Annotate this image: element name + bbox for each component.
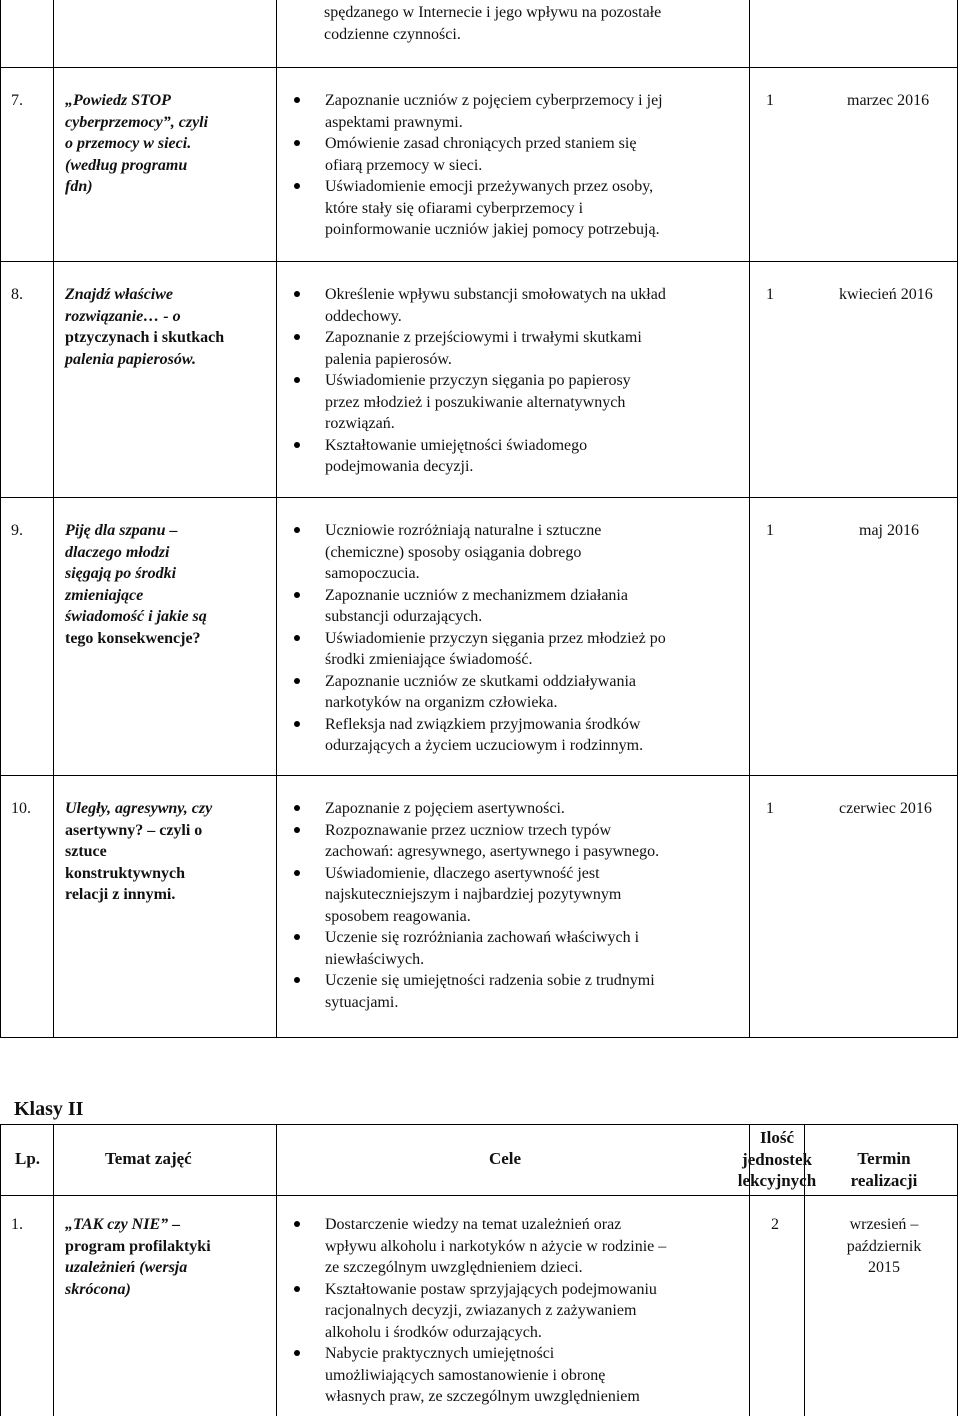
list-item: Uczniowie rozróżniają naturalne i sztuczne (chemiczne) sposoby osiągania dobrego samopoczucia.	[290, 520, 720, 585]
header-term: Termin realizacji	[850, 1149, 918, 1190]
list-item: Zapoznanie uczniów z mechanizmem działania substancji odurzających.	[290, 585, 720, 628]
section-title: Klasy II	[14, 1098, 84, 1120]
units-cell: 1	[766, 92, 774, 109]
header-lp: Lp.	[15, 1149, 41, 1168]
list-item: Omówienie zasad chroniących przed staniem się ofiarą przemocy w sieci.	[290, 133, 720, 176]
list-item: Uczenie się umiejętności radzenia sobie z trudnymi sytuacjami.	[290, 970, 720, 1013]
term-cell: czerwiec 2016	[839, 800, 932, 817]
klasy2-table	[0, 1124, 958, 1416]
table-top-continued	[0, 0, 958, 68]
list-item: Uświadomienie, dlaczego asertywność jest najskuteczniejszym i najbardziej pozytywnym sposobem reagowania.	[290, 863, 720, 928]
lp-cell: 1.	[11, 1216, 23, 1233]
table-row	[0, 262, 958, 498]
list-item: Refleksja nad związkiem przyjmowania środków odurzających a życiem uczuciowym i rodzinnym.	[290, 714, 720, 757]
term-cell: maj 2016	[859, 522, 919, 539]
goals-cell	[290, 798, 720, 1013]
topic-cell: „TAK czy NIE” – program profilaktyki uzależnień (wersja skrócona)	[65, 1216, 211, 1298]
list-item: Określenie wpływu substancji smołowatych na układ oddechowy.	[290, 284, 720, 327]
list-item: Uświadomienie przyczyn sięgania przez młodzież po środki zmieniające świadomość.	[290, 628, 720, 671]
table-row	[0, 776, 958, 1038]
lp-cell: 8.	[11, 286, 23, 303]
list-item: Zapoznanie z pojęciem asertywności.	[290, 798, 720, 820]
units-cell: 1	[766, 286, 774, 303]
goals-cell	[290, 1214, 720, 1408]
list-item: Uczenie się rozróżniania zachowań właściwych i niewłaściwych.	[290, 927, 720, 970]
table-header-row	[0, 1124, 958, 1196]
list-item: Zapoznanie uczniów z pojęciem cyberprzemocy i jej aspektami prawnymi.	[290, 90, 720, 133]
goals-cell	[290, 284, 720, 478]
term-cell: wrzesień – październik 2015	[846, 1216, 922, 1276]
list-item: Zapoznanie uczniów ze skutkami oddziaływania narkotyków na organizm człowieka.	[290, 671, 720, 714]
header-topic: Temat zajęć	[105, 1149, 192, 1168]
lp-cell: 9.	[11, 522, 23, 539]
topic-cell: Piję dla szpanu – dlaczego młodzi sięgają po środki zmieniające świadomość i jakie są tego konsekwencje?	[65, 522, 207, 647]
table-row	[0, 0, 958, 68]
term-cell: marzec 2016	[847, 92, 930, 109]
units-cell: 1	[766, 800, 774, 817]
lp-cell: 7.	[11, 92, 23, 109]
goals-cell	[290, 520, 720, 757]
table-row	[0, 1196, 958, 1416]
list-item: Dostarczenie wiedzy na temat uzależnień oraz wpływu alkoholu i narkotyków n ażycie w rodzinie – ze szczególnym uwzględnieniem dzieci.	[290, 1214, 720, 1279]
list-item: Kształtowanie postaw sprzyjających podejmowaniu racjonalnych decyzji, zwiazanych z zażywaniem alkoholu i środków odurzających.	[290, 1279, 720, 1344]
topic-cell: Uległy, agresywny, czy asertywny? – czyli o sztuce konstruktywnych relacji z innymi.	[65, 800, 213, 903]
list-item: Uświadomienie przyczyn sięgania po papierosy przez młodzież i poszukiwanie alternatywnych rozwiązań.	[290, 370, 720, 435]
list-item: Nabycie praktycznych umiejętności umożliwiających samostanowienie i obronę własnych praw, ze szczególnym uwzględnieniem	[290, 1343, 720, 1408]
table-row	[0, 68, 958, 262]
lessons-table	[0, 68, 958, 1038]
topic-cell: „Powiedz STOP cyberprzemocy”, czyli o przemocy w sieci. (według programu fdn)	[65, 92, 209, 195]
topic-cell: Znajdź właściwe rozwiązanie… - o ptzyczynach i skutkach palenia papierosów.	[65, 286, 225, 368]
goals-cell	[290, 90, 720, 241]
lp-cell: 10.	[11, 800, 31, 817]
list-item: Uświadomienie emocji przeżywanych przez osoby, które stały się ofiarami cyberprzemocy i poinformowanie uczniów jakiej pomocy potrzebują.	[290, 176, 720, 241]
list-item: Rozpoznawanie przez uczniow trzech typów zachowań: agresywnego, asertywnego i pasywnego.	[290, 820, 720, 863]
units-cell: 2	[771, 1216, 779, 1233]
goals-cell: spędzanego w Internecie i jego wpływu na pozostałe codzienne czynności.	[324, 4, 662, 43]
table-row	[0, 498, 958, 776]
header-goals: Cele	[488, 1149, 522, 1168]
units-cell: 1	[766, 522, 774, 539]
list-item: Kształtowanie umiejętności świadomego podejmowania decyzji.	[290, 435, 720, 478]
term-cell: kwiecień 2016	[839, 286, 933, 303]
header-units: Ilość jednostek lekcyjnych	[737, 1128, 817, 1190]
list-item: Zapoznanie z przejściowymi i trwałymi skutkami palenia papierosów.	[290, 327, 720, 370]
